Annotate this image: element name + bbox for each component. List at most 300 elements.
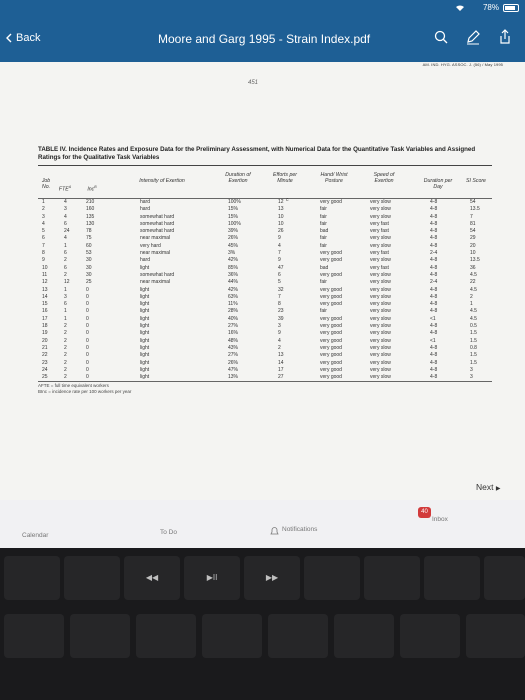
cell-intensity: hard [140,199,151,205]
cell-si-score: 29 [470,235,476,242]
inbox-tab[interactable]: Inbox [432,516,448,523]
laptop-keyboard [0,548,525,700]
cell-efforts: 9 [278,235,281,242]
cell-duration: 27% [228,352,239,359]
battery-percent: 78% [482,3,499,12]
search-icon[interactable] [433,29,449,45]
cell-duration: 42% [228,286,239,293]
table-footnotes [38,383,492,395]
key-f8: ▶II [184,556,240,600]
next-page-button[interactable] [476,482,500,492]
cell-fte: 1 [64,308,67,315]
incidence-table [38,146,492,395]
table-header [38,166,492,198]
cell-posture: very good [320,374,342,381]
footnote-fte: AFTE = full time equivalent workers [38,383,109,389]
cell-fte: 2 [64,352,67,359]
cell-duration-per-day: 4-8 [430,264,438,271]
cell-job-no: 2 [42,206,45,213]
cell-inc: 0 [86,323,89,330]
cell-posture: very good [320,250,342,257]
cell-speed: very slow [370,206,391,213]
table-row [38,374,492,381]
cell-fte: 2 [64,337,67,344]
cell-posture: fair [320,242,327,249]
cell-intensity: light [140,301,150,308]
cell-speed: very slow [370,308,391,315]
table-row [38,265,492,272]
cell-job-no: 15 [42,301,48,308]
cell-duration-per-day: 4-8 [430,228,438,235]
cell-efforts: 10 [278,213,284,220]
cell-efforts: 4 [278,337,281,344]
cell-speed: very fast [370,228,389,235]
cell-efforts: 26 [278,228,284,235]
cell-fte: 4 [64,235,67,242]
cell-efforts: 13 [278,206,284,213]
cell-intensity: hard [140,206,151,213]
cell-posture: fair [320,220,327,227]
key-row2-4 [202,614,262,658]
key-row2-2 [70,614,130,658]
cell-si-score: 1.5 [470,352,477,359]
table-row [38,250,492,257]
cell-inc: 53 [86,250,92,257]
cell-intensity: light [140,323,150,330]
back-label: Back [16,32,41,44]
cell-intensity: light [140,352,150,359]
cell-speed: very slow [370,257,391,264]
next-label: Next [476,482,494,492]
cell-fte: 6 [64,220,67,227]
cell-inc: 130 [86,220,95,227]
cell-fte: 2 [64,344,67,351]
bottom-toolbar [0,500,525,548]
cell-inc: 0 [86,308,89,315]
cell-inc: 78 [86,228,92,235]
cell-duration: 15% [228,206,239,213]
cell-posture: very good [320,352,342,359]
cell-duration: 16% [228,330,239,337]
cell-speed: very slow [370,242,391,249]
cell-duration-per-day: 4-8 [430,344,438,351]
cell-job-no: 14 [42,293,48,300]
cell-efforts: 17 [278,366,284,373]
cell-job-no: 9 [42,257,45,264]
cell-posture: very good [320,257,342,264]
cell-intensity: somewhat hard [140,271,175,278]
cell-si-score: 3 [470,366,473,373]
cell-efforts: 10 [278,220,284,227]
table-row [38,243,492,250]
cell-speed: very slow [370,323,391,330]
wifi-icon [455,4,465,12]
cell-speed: very slow [370,330,391,337]
cell-duration-per-day: 4-8 [430,374,438,381]
cell-fte: 2 [64,330,67,337]
header-posture: Hand/ Wrist Posture [320,172,348,184]
cell-posture: very good [320,286,342,293]
cell-si-score: 1.5 [470,359,477,366]
cell-efforts: 47 [278,264,284,271]
cell-fte: 6 [64,264,67,271]
cell-intensity: light [140,330,150,337]
cell-fte: 2 [64,271,67,278]
cell-job-no: 4 [42,220,45,227]
cell-duration-per-day: 4-8 [430,293,438,300]
header-speed: Speed of Exertion [373,172,395,184]
cell-fte: 4 [64,199,67,205]
table-body [38,199,492,381]
cell-job-no: 25 [42,374,48,381]
key-row2-8 [466,614,525,658]
cell-inc: 0 [86,344,89,351]
cell-si-score: 4.5 [470,315,477,322]
cell-duration: 43% [228,344,239,351]
table-row [38,199,492,206]
cell-speed: very slow [370,315,391,322]
status-bar [0,0,525,18]
cell-posture: bad [320,228,329,235]
key-f9: ▶▶ [244,556,300,600]
cell-posture: very good [320,199,342,205]
cell-intensity: somewhat hard [140,213,175,220]
cell-intensity: light [140,366,150,373]
cell-duration: 27% [228,323,239,330]
cell-si-score: 54 [470,199,476,205]
inbox-badge: 40 [418,507,431,518]
table-title: TABLE IV. Incidence Rates and Exposure Data for the Preliminary Assessment, with Numerical Data for the Quantitative Task Variables and Assigned Ratings for the Qualitative Task Variables [38,146,476,161]
cell-efforts: 9 [278,330,281,337]
cell-efforts: 23 [278,308,284,315]
cell-efforts: 7 [278,250,281,257]
cell-intensity: near maximal [140,279,171,286]
cell-job-no: 10 [42,264,48,271]
cell-duration: 85% [228,264,239,271]
cell-speed: very slow [370,352,391,359]
navigation-bar [0,18,525,62]
cell-si-score: 3 [470,374,473,381]
cell-posture: very good [320,366,342,373]
cell-fte: 12 [64,279,70,286]
cell-speed: very slow [370,286,391,293]
cell-efforts: 3 [278,323,281,330]
cell-si-score: 4.5 [470,308,477,315]
cell-speed: very slow [370,344,391,351]
cell-posture: very good [320,271,342,278]
table-row [38,221,492,228]
cell-inc: 160 [86,206,95,213]
cell-job-no: 20 [42,337,48,344]
cell-fte: 1 [64,242,67,249]
cell-duration-per-day: <1 [430,337,436,344]
cell-fte: 24 [64,228,70,235]
cell-inc: 30 [86,257,92,264]
cell-duration: 11% [228,301,238,308]
cell-duration-per-day: 4-8 [430,220,438,227]
bell-icon [270,526,279,536]
header-inc-text: Inc [87,186,95,193]
cell-intensity: light [140,344,150,351]
cell-job-no: 23 [42,359,48,366]
cell-si-score: 0.8 [470,344,477,351]
back-button[interactable] [6,32,40,44]
cell-duration-per-day: 4-8 [430,242,438,249]
cell-duration: 48% [228,337,239,344]
chevron-left-icon [6,33,12,43]
table-row [38,308,492,315]
cell-duration: 47% [228,366,239,373]
cell-inc: 30 [86,271,92,278]
cell-si-score: 13.5 [470,206,480,213]
cell-inc: 75 [86,235,92,242]
cell-intensity: light [140,337,150,344]
battery-icon [503,4,519,12]
cell-inc: 0 [86,286,89,293]
cell-duration-per-day: 4-8 [430,213,438,220]
header-intensity: Intensity of Exertion [139,178,185,184]
cell-job-no: 21 [42,344,48,351]
cell-duration-per-day: 4-8 [430,206,438,213]
header-fte-text: FTE [58,186,69,193]
cell-speed: very slow [370,199,391,205]
notifications-tab[interactable]: Notifications [282,526,318,533]
header-job: Job No. [41,178,51,190]
cell-speed: very slow [370,213,391,220]
cell-duration-per-day: 2-4 [430,250,438,257]
cell-speed: very slow [370,293,391,300]
header-si-score: SI Score [466,178,486,184]
cell-intensity: light [140,359,150,366]
cell-efforts: 39 [278,315,284,322]
cell-duration: 42% [228,257,239,264]
cell-job-no: 24 [42,366,48,373]
cell-duration: 39% [228,228,239,235]
cell-intensity: light [140,264,150,271]
cell-fte: 2 [64,323,67,330]
cell-fte: 6 [64,301,67,308]
cell-si-score: 20 [470,242,476,249]
cell-posture: very good [320,293,342,300]
cell-duration: 45% [228,242,239,249]
cell-si-score: 2 [470,293,473,300]
cell-duration: 28% [228,308,239,315]
annotate-pen-icon[interactable] [465,29,481,45]
key-eject [484,556,525,600]
running-head: AM. IND. HYG. ASSOC. J. (56) / May 1995 [422,62,503,67]
header-inc [82,184,102,193]
cell-inc: 0 [86,374,89,381]
cell-duration: 63% [228,293,239,300]
cell-speed: very fast [370,264,389,271]
cell-job-no: 1 [42,199,45,205]
cell-duration: 26% [228,359,239,366]
key-f5 [4,556,60,600]
cell-inc: 0 [86,301,89,308]
cell-duration: 3% [228,250,236,257]
cell-speed: very slow [370,301,391,308]
cell-job-no: 3 [42,213,45,220]
table-row [38,214,492,221]
cell-job-no: 7 [42,242,45,249]
cell-efforts: 9 [278,257,281,264]
header-fte [56,184,74,193]
chevron-right-icon: ▶ [495,486,501,492]
cell-speed: very slow [370,337,391,344]
cell-duration: 40% [228,315,239,322]
cell-fte: 2 [64,366,67,373]
cell-posture: fair [320,308,327,315]
key-f7: ◀◀ [124,556,180,600]
cell-si-score: 13.5 [470,257,480,264]
cell-duration-per-day: <1 [430,315,436,322]
cell-speed: very slow [370,366,391,373]
key-row2-3 [136,614,196,658]
cell-posture: very good [320,315,342,322]
cell-efforts: 12 [278,199,284,205]
cell-duration: 13% [228,374,239,381]
footnote-inc: BInc = incidence rate per 100 workers per year [38,389,132,395]
cell-job-no: 8 [42,250,45,257]
cell-job-no: 22 [42,352,48,359]
key-f10 [304,556,360,600]
table-row [38,272,492,279]
cell-duration-per-day: 4-8 [430,271,438,278]
table-row [38,323,492,330]
cell-duration: 36% [228,271,239,278]
cell-si-score: 54 [470,228,476,235]
cell-inc: 25 [86,279,92,286]
cell-job-no: 19 [42,330,48,337]
cell-posture: fair [320,279,327,286]
cell-fte: 2 [64,359,67,366]
header-duration-per-day: Duration per Day [423,178,453,190]
cell-posture: very good [320,323,342,330]
cell-si-score: 22 [470,279,476,286]
todo-tab[interactable]: To Do [160,529,177,536]
cell-posture: very good [320,301,342,308]
cell-posture: very good [320,359,342,366]
key-f12 [424,556,480,600]
cell-inc: 135 [86,213,95,220]
cell-speed: very slow [370,374,391,381]
share-icon[interactable] [497,29,513,45]
cell-duration-per-day: 4-8 [430,286,438,293]
cell-intensity: near maximal [140,250,171,257]
cell-inc: 60 [86,242,92,249]
table-row [38,206,492,213]
cell-inc: 0 [86,315,89,322]
cell-efforts: 13 [278,352,284,359]
page-number: 451 [248,80,259,86]
cell-job-no: 6 [42,235,45,242]
key-f6 [64,556,120,600]
table-row [38,338,492,345]
cell-fte: 1 [64,286,67,293]
cell-efforts: 6 [278,271,281,278]
cell-inc: 0 [86,293,89,300]
cell-intensity: light [140,286,150,293]
cell-inc: 0 [86,330,89,337]
cell-fte: 1 [64,315,67,322]
cell-fte: 6 [64,250,67,257]
cell-duration: 100% [228,199,241,205]
cell-intensity: light [140,308,150,315]
cell-efforts: 5 [278,279,281,286]
cell-job-no: 17 [42,315,48,322]
cell-job-no: 5 [42,228,45,235]
cell-duration-per-day: 4-8 [430,199,438,205]
table-row [38,279,492,286]
cell-intensity: somewhat hard [140,228,175,235]
table-row [38,294,492,301]
pdf-page [0,62,525,500]
table-row [38,228,492,235]
cell-si-score: 81 [470,220,476,227]
cell-posture: fair [320,235,327,242]
cell-posture: very good [320,330,342,337]
cell-job-no: 16 [42,308,48,315]
cell-posture: bad [320,264,329,271]
cell-fte: 2 [64,257,67,264]
cell-duration: 26% [228,235,239,242]
cell-duration-per-day: 2-4 [430,279,438,286]
cell-duration-per-day: 4-8 [430,330,438,337]
cell-duration-per-day: 4-8 [430,352,438,359]
cell-speed: very fast [370,220,389,227]
table-row [38,345,492,352]
cell-posture: fair [320,206,327,213]
cell-duration: 44% [228,279,239,286]
cell-efforts: 8 [278,301,281,308]
cell-efforts: 27 [278,374,284,381]
cell-intensity: light [140,374,150,381]
cell-duration-per-day: 4-8 [430,366,438,373]
cell-fte: 3 [64,206,67,213]
cell-posture: fair [320,213,327,220]
cell-efforts: 14 [278,359,284,366]
table-row [38,330,492,337]
cell-duration: 15% [228,213,239,220]
key-f11 [364,556,420,600]
cell-si-score: 4.5 [470,271,477,278]
cell-si-score: 4.5 [470,286,477,293]
cell-si-score: 7 [470,213,473,220]
cell-si-score: 1 [470,301,473,308]
table-row [38,235,492,242]
cell-duration-per-day: 4-8 [430,359,438,366]
cell-inc: 30 [86,264,92,271]
cell-speed: very slow [370,359,391,366]
cell-inc: 0 [86,366,89,373]
key-row2-6 [334,614,394,658]
header-inc-sup: B [94,185,97,189]
cell-job-no: 12 [42,279,48,286]
cell-duration: 100% [228,220,241,227]
cell-speed: very slow [370,271,391,278]
table-row [38,352,492,359]
table-row [38,316,492,323]
key-row2-7 [400,614,460,658]
header-efforts: Efforts per Minute [273,172,297,184]
document-title: Moore and Garg 1995 - Strain Index.pdf [158,32,371,46]
cell-si-score: 36 [470,264,476,271]
cell-intensity: somewhat hard [140,220,175,227]
cell-si-score: 1.5 [470,330,477,337]
calendar-tab[interactable]: Calendar [22,532,49,539]
cell-intensity: very hard [140,242,161,249]
cell-efforts: 2 [278,344,281,351]
